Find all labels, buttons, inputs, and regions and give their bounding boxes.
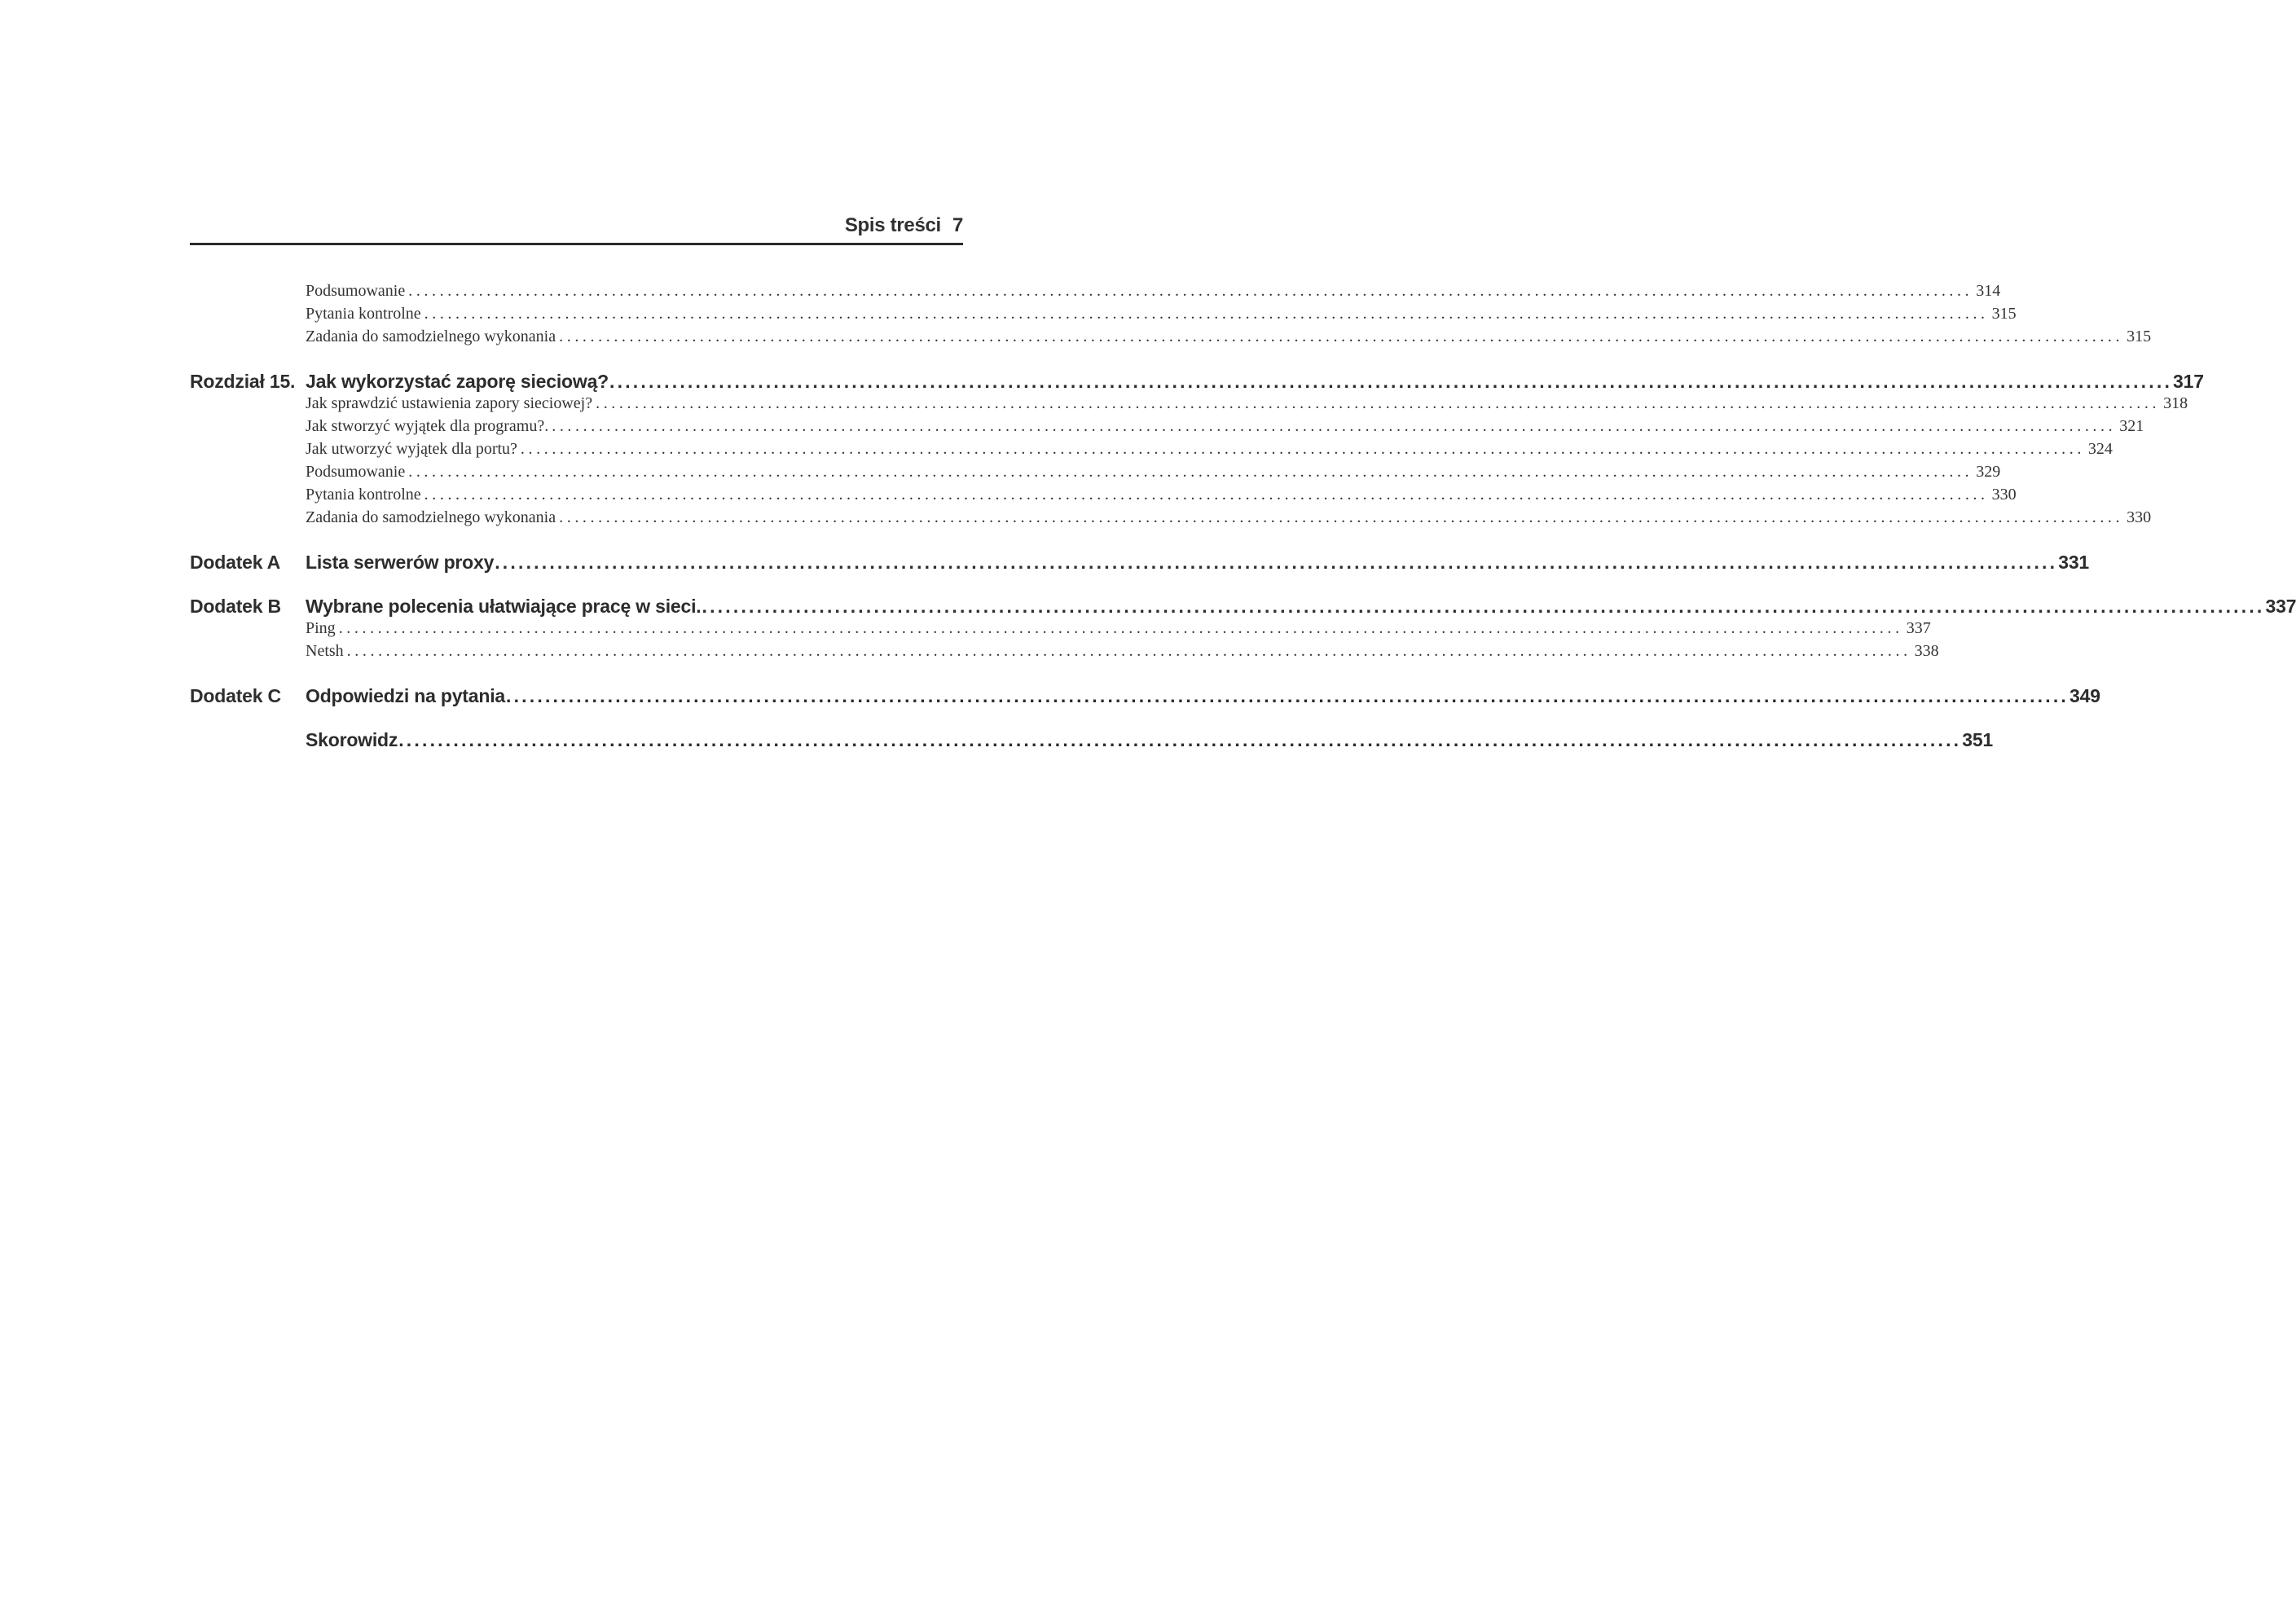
toc-page-number: 314 bbox=[1976, 282, 2001, 300]
toc-section-row bbox=[190, 325, 2152, 350]
toc-section-row bbox=[190, 302, 2017, 327]
toc-chapter-label: Rozdział 15. bbox=[190, 371, 296, 392]
toc-chapter-label: Dodatek A bbox=[190, 552, 281, 573]
dot-leader: ........................................................................................................................................................................................................ bbox=[596, 394, 2161, 412]
toc-entry-title: Zadania do samodzielnego wykonania bbox=[306, 328, 556, 345]
toc-entry-title: Jak sprawdzić ustawienia zapory sieciowej? bbox=[306, 394, 593, 412]
toc-entry bbox=[306, 728, 1994, 752]
toc-entry bbox=[306, 640, 1939, 662]
toc-page-number: 331 bbox=[2058, 552, 2090, 573]
dot-leader: ........................................................................................................................................................................................................ bbox=[338, 619, 1903, 637]
dot-leader: ........................................................................................................................................................................................................ bbox=[702, 596, 2265, 617]
toc-entry bbox=[306, 302, 2017, 325]
toc-entry bbox=[306, 483, 2017, 506]
section-title: Spis treści bbox=[844, 214, 941, 236]
toc-page-number: 324 bbox=[2087, 440, 2113, 458]
toc-chapter-row bbox=[190, 369, 2204, 394]
dot-leader: ........................................................................................................................................................................................................ bbox=[408, 282, 1973, 300]
toc-chapter-row bbox=[190, 728, 1994, 752]
page-number: 7 bbox=[952, 214, 963, 236]
dot-leader: ........................................................................................................................................................................................................ bbox=[506, 685, 2069, 706]
toc-chapter-label: Dodatek C bbox=[190, 685, 281, 706]
toc-chapter-row bbox=[190, 684, 2100, 708]
toc-chapter-label: Dodatek B bbox=[190, 596, 281, 617]
toc-entry-title: Wybrane polecenia ułatwiające pracę w sieci. bbox=[306, 596, 702, 617]
toc-entry-title: Jak stworzyć wyjątek dla programu?. bbox=[306, 417, 549, 435]
toc-page-number: 330 bbox=[2127, 508, 2152, 526]
toc-entry bbox=[306, 392, 2188, 415]
toc-entry bbox=[306, 460, 2001, 483]
toc-entry bbox=[306, 684, 2100, 708]
dot-leader: ........................................................................................................................................................................................................ bbox=[520, 440, 2085, 458]
toc-page-number: 321 bbox=[2119, 417, 2144, 435]
toc-entry-title: Lista serwerów proxy bbox=[306, 552, 495, 573]
toc-page-number: 315 bbox=[2127, 328, 2152, 345]
toc-section-row bbox=[190, 279, 2001, 304]
toc-entry-title: Podsumowanie bbox=[306, 282, 406, 300]
toc-section-row bbox=[190, 483, 2017, 508]
toc-entry bbox=[306, 415, 2144, 438]
toc-chapter-row bbox=[190, 550, 2090, 574]
toc-page-number: 330 bbox=[1991, 486, 2017, 504]
toc-entry bbox=[306, 550, 2090, 574]
toc-entry-title: Pytania kontrolne bbox=[306, 486, 421, 504]
toc-entry-title: Podsumowanie bbox=[306, 463, 406, 481]
dot-leader: ........................................................................................................................................................................................................ bbox=[495, 552, 2058, 573]
dot-leader: ........................................................................................................................................................................................................ bbox=[346, 642, 1911, 660]
toc-page-number: 349 bbox=[2069, 685, 2100, 706]
toc-page-number: 329 bbox=[1976, 463, 2001, 481]
toc-entry-title: Jak wykorzystać zaporę sieciową? bbox=[306, 371, 609, 392]
toc-section-row bbox=[190, 392, 2188, 416]
toc-entry bbox=[306, 617, 1931, 640]
toc-page-number: 317 bbox=[2173, 371, 2204, 392]
toc-page-number: 338 bbox=[1914, 642, 1939, 660]
toc-entry-title: Jak utworzyć wyjątek dla portu? bbox=[306, 440, 517, 458]
dot-leader: ........................................................................................................................................................................................................ bbox=[609, 371, 2173, 392]
toc-page-number: 337 bbox=[2265, 596, 2296, 617]
toc-entry bbox=[306, 594, 2296, 618]
toc-section-row bbox=[190, 617, 1931, 641]
toc-page-number: 315 bbox=[1991, 305, 2017, 323]
toc-entry-title: Ping bbox=[306, 619, 336, 637]
toc-entry-title: Skorowidz bbox=[306, 729, 398, 750]
dot-leader: ........................................................................................................................................................................................................ bbox=[559, 328, 2124, 345]
toc-page-number: 337 bbox=[1906, 619, 1931, 637]
toc-section-row bbox=[190, 506, 2152, 530]
dot-leader: ........................................................................................................................................................................................................ bbox=[398, 729, 1962, 750]
toc-entry bbox=[306, 506, 2152, 529]
dot-leader: ........................................................................................................................................................................................................ bbox=[552, 417, 2117, 435]
running-header-text bbox=[845, 213, 963, 238]
toc-entry-title: Netsh bbox=[306, 642, 344, 660]
toc-entry bbox=[306, 279, 2001, 302]
dot-leader: ........................................................................................................................................................................................................ bbox=[424, 305, 1989, 323]
toc-entry bbox=[306, 325, 2152, 348]
toc-section-row bbox=[190, 460, 2001, 485]
running-header bbox=[190, 213, 963, 245]
dot-leader: ........................................................................................................................................................................................................ bbox=[424, 486, 1989, 504]
toc-entry bbox=[306, 438, 2113, 460]
toc-section-row bbox=[190, 415, 2144, 439]
toc-entry-title: Odpowiedzi na pytania bbox=[306, 685, 505, 706]
toc-entry-title: Zadania do samodzielnego wykonania bbox=[306, 508, 556, 526]
toc-entry bbox=[306, 369, 2204, 394]
toc-section-row bbox=[190, 438, 2113, 462]
toc-page-number: 351 bbox=[1962, 729, 1994, 750]
toc-chapter-row bbox=[190, 594, 2296, 618]
toc-section-row bbox=[190, 640, 1939, 664]
dot-leader: ........................................................................................................................................................................................................ bbox=[408, 463, 1973, 481]
toc-page-number: 318 bbox=[2163, 394, 2188, 412]
dot-leader: ........................................................................................................................................................................................................ bbox=[559, 508, 2124, 526]
toc-entry-title: Pytania kontrolne bbox=[306, 305, 421, 323]
